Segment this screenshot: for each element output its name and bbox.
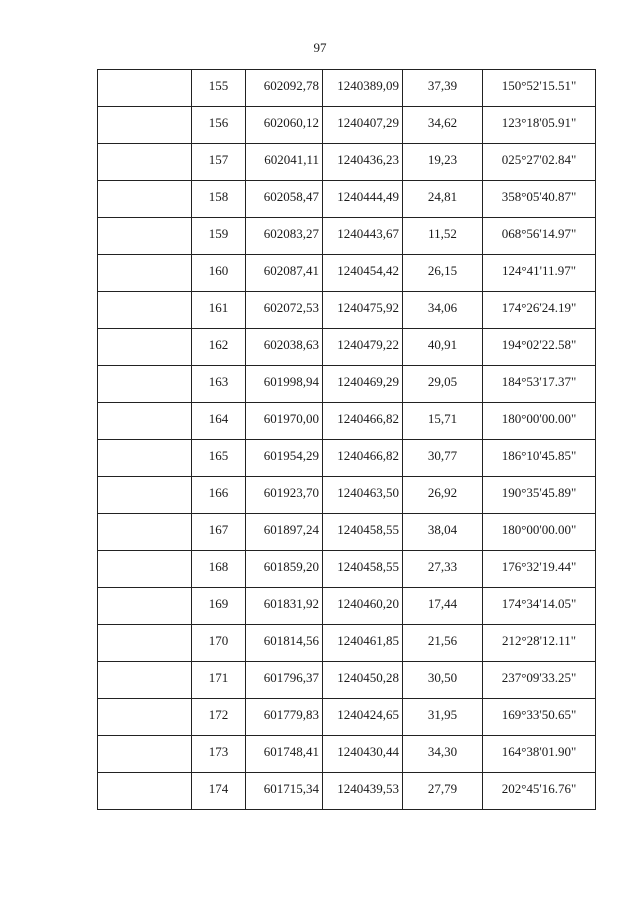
segment-length bbox=[403, 477, 483, 514]
table-row bbox=[98, 403, 596, 440]
coordinate-x-value: 602041,11 bbox=[264, 152, 319, 167]
coordinate-y bbox=[323, 588, 403, 625]
coordinate-x bbox=[246, 514, 323, 551]
coordinate-x-value: 601796,37 bbox=[263, 670, 319, 685]
point-number bbox=[192, 292, 246, 329]
coordinate-x-value: 602087,41 bbox=[263, 263, 319, 278]
point-number-value: 155 bbox=[208, 78, 229, 93]
blank-cell bbox=[98, 477, 192, 514]
segment-length bbox=[403, 403, 483, 440]
coordinate-x-value: 602092,78 bbox=[263, 78, 319, 93]
direction-angle bbox=[483, 588, 596, 625]
coordinate-x bbox=[246, 366, 323, 403]
coordinate-y-value: 1240460,20 bbox=[337, 596, 399, 611]
coordinate-y-value: 1240443,67 bbox=[337, 226, 399, 241]
segment-length bbox=[403, 699, 483, 736]
table-row bbox=[98, 255, 596, 292]
direction-angle bbox=[483, 255, 596, 292]
coordinate-y bbox=[323, 70, 403, 107]
table-row bbox=[98, 366, 596, 403]
point-number-value: 156 bbox=[208, 115, 229, 130]
table-row bbox=[98, 440, 596, 477]
coordinate-y bbox=[323, 218, 403, 255]
coordinate-y-value: 1240458,55 bbox=[337, 559, 399, 574]
direction-angle bbox=[483, 699, 596, 736]
point-number bbox=[192, 662, 246, 699]
blank-cell bbox=[98, 551, 192, 588]
coordinate-y bbox=[323, 292, 403, 329]
coordinate-y-value: 1240466,82 bbox=[337, 448, 399, 463]
blank-cell bbox=[98, 773, 192, 810]
point-number bbox=[192, 440, 246, 477]
point-number-value: 158 bbox=[208, 189, 229, 204]
segment-length bbox=[403, 255, 483, 292]
coordinate-y bbox=[323, 736, 403, 773]
table-row bbox=[98, 699, 596, 736]
coordinate-y bbox=[323, 514, 403, 551]
segment-length bbox=[403, 736, 483, 773]
coordinate-y-value: 1240475,92 bbox=[337, 300, 399, 315]
direction-angle-value: 212°28'12.11" bbox=[501, 633, 577, 648]
direction-angle bbox=[483, 625, 596, 662]
coordinate-y bbox=[323, 477, 403, 514]
coordinate-y-value: 1240444,49 bbox=[337, 189, 399, 204]
point-number-value: 165 bbox=[208, 448, 229, 463]
coordinate-y-value: 1240450,28 bbox=[337, 670, 399, 685]
point-number bbox=[192, 255, 246, 292]
segment-length-value: 21,56 bbox=[427, 633, 458, 648]
segment-length bbox=[403, 144, 483, 181]
segment-length-value: 30,50 bbox=[427, 670, 458, 685]
direction-angle-value: 174°26'24.19" bbox=[501, 300, 577, 315]
coordinate-y-value: 1240461,85 bbox=[337, 633, 399, 648]
coordinate-x bbox=[246, 107, 323, 144]
coordinate-y-value: 1240466,82 bbox=[337, 411, 399, 426]
coordinate-y-value: 1240463,50 bbox=[337, 485, 399, 500]
coordinate-x bbox=[246, 181, 323, 218]
table-row bbox=[98, 477, 596, 514]
coordinate-x-value: 601859,20 bbox=[263, 559, 319, 574]
segment-length bbox=[403, 551, 483, 588]
blank-cell bbox=[98, 366, 192, 403]
page-number: 97 bbox=[313, 40, 327, 55]
coordinate-y bbox=[323, 181, 403, 218]
point-number bbox=[192, 551, 246, 588]
table-row bbox=[98, 329, 596, 366]
segment-length-value: 34,30 bbox=[427, 744, 458, 759]
segment-length-value: 31,95 bbox=[427, 707, 458, 722]
segment-length bbox=[403, 181, 483, 218]
coordinate-x-value: 601831,92 bbox=[263, 596, 319, 611]
segment-length bbox=[403, 70, 483, 107]
point-number bbox=[192, 699, 246, 736]
segment-length bbox=[403, 440, 483, 477]
segment-length-value: 40,91 bbox=[427, 337, 458, 352]
point-number-value: 172 bbox=[208, 707, 229, 722]
coordinate-x bbox=[246, 255, 323, 292]
table-row bbox=[98, 292, 596, 329]
table-row bbox=[98, 662, 596, 699]
point-number-value: 168 bbox=[208, 559, 229, 574]
coordinate-x-value: 601779,83 bbox=[263, 707, 319, 722]
segment-length bbox=[403, 514, 483, 551]
segment-length-value: 27,79 bbox=[427, 781, 458, 796]
segment-length-value: 24,81 bbox=[427, 189, 458, 204]
coordinate-y bbox=[323, 366, 403, 403]
table-row bbox=[98, 736, 596, 773]
coordinate-y bbox=[323, 551, 403, 588]
coordinate-y-value: 1240469,29 bbox=[337, 374, 399, 389]
blank-cell bbox=[98, 329, 192, 366]
table-row bbox=[98, 218, 596, 255]
point-number-value: 162 bbox=[208, 337, 229, 352]
coordinate-x bbox=[246, 773, 323, 810]
point-number bbox=[192, 366, 246, 403]
point-number-value: 170 bbox=[208, 633, 229, 648]
point-number bbox=[192, 403, 246, 440]
segment-length bbox=[403, 218, 483, 255]
direction-angle-value: 184°53'17.37" bbox=[501, 374, 577, 389]
direction-angle bbox=[483, 70, 596, 107]
segment-length-value: 11,52 bbox=[428, 226, 457, 241]
coordinate-x bbox=[246, 736, 323, 773]
table-row bbox=[98, 625, 596, 662]
blank-cell bbox=[98, 144, 192, 181]
point-number-value: 173 bbox=[208, 744, 229, 759]
blank-cell bbox=[98, 107, 192, 144]
point-number bbox=[192, 625, 246, 662]
blank-cell bbox=[98, 440, 192, 477]
coordinate-y-value: 1240479,22 bbox=[337, 337, 399, 352]
coordinate-x bbox=[246, 588, 323, 625]
coordinate-y bbox=[323, 329, 403, 366]
coordinate-y bbox=[323, 699, 403, 736]
coordinate-x bbox=[246, 218, 323, 255]
direction-angle-value: 164°38'01.90" bbox=[501, 744, 577, 759]
coordinate-x-value: 601923,70 bbox=[263, 485, 319, 500]
point-number bbox=[192, 329, 246, 366]
coordinate-y bbox=[323, 403, 403, 440]
direction-angle bbox=[483, 144, 596, 181]
point-number bbox=[192, 773, 246, 810]
segment-length bbox=[403, 329, 483, 366]
coordinate-x bbox=[246, 699, 323, 736]
segment-length-value: 26,15 bbox=[427, 263, 458, 278]
coordinate-y-value: 1240407,29 bbox=[337, 115, 399, 130]
point-number-value: 167 bbox=[208, 522, 229, 537]
coordinate-x bbox=[246, 144, 323, 181]
coordinate-x-value: 601954,29 bbox=[263, 448, 319, 463]
direction-angle bbox=[483, 366, 596, 403]
coordinate-x bbox=[246, 70, 323, 107]
coordinate-x-value: 601998,94 bbox=[263, 374, 319, 389]
segment-length-value: 15,71 bbox=[427, 411, 458, 426]
blank-cell bbox=[98, 625, 192, 662]
coordinate-x bbox=[246, 662, 323, 699]
coordinate-x bbox=[246, 625, 323, 662]
coordinates-table bbox=[97, 69, 596, 810]
segment-length bbox=[403, 588, 483, 625]
coordinate-x-value: 602058,47 bbox=[263, 189, 319, 204]
table-row bbox=[98, 181, 596, 218]
direction-angle bbox=[483, 440, 596, 477]
point-number bbox=[192, 477, 246, 514]
coordinate-x-value: 602060,12 bbox=[263, 115, 319, 130]
blank-cell bbox=[98, 181, 192, 218]
table-row bbox=[98, 107, 596, 144]
coordinate-x bbox=[246, 292, 323, 329]
direction-angle-value: 025°27'02.84" bbox=[501, 152, 577, 167]
coordinates-table-body bbox=[98, 70, 596, 810]
direction-angle-value: 176°32'19.44" bbox=[501, 559, 577, 574]
coordinate-y bbox=[323, 440, 403, 477]
coordinate-x-value: 601814,56 bbox=[263, 633, 319, 648]
direction-angle bbox=[483, 551, 596, 588]
point-number bbox=[192, 181, 246, 218]
blank-cell bbox=[98, 255, 192, 292]
point-number bbox=[192, 218, 246, 255]
coordinate-x bbox=[246, 551, 323, 588]
blank-cell bbox=[98, 699, 192, 736]
point-number-value: 160 bbox=[208, 263, 229, 278]
point-number-value: 171 bbox=[208, 670, 229, 685]
direction-angle bbox=[483, 403, 596, 440]
coordinate-y bbox=[323, 773, 403, 810]
point-number bbox=[192, 107, 246, 144]
direction-angle-value: 358°05'40.87" bbox=[501, 189, 577, 204]
coordinate-x-value: 602038,63 bbox=[263, 337, 319, 352]
direction-angle bbox=[483, 292, 596, 329]
blank-cell bbox=[98, 292, 192, 329]
segment-length-value: 26,92 bbox=[427, 485, 458, 500]
table-row bbox=[98, 514, 596, 551]
coordinate-x-value: 602083,27 bbox=[263, 226, 319, 241]
direction-angle-value: 202°45'16.76" bbox=[501, 781, 577, 796]
segment-length-value: 37,39 bbox=[427, 78, 458, 93]
direction-angle-value: 180°00'00.00" bbox=[501, 522, 577, 537]
direction-angle-value: 169°33'50.65" bbox=[501, 707, 577, 722]
table-row bbox=[98, 773, 596, 810]
direction-angle bbox=[483, 773, 596, 810]
segment-length-value: 30,77 bbox=[427, 448, 458, 463]
coordinate-y bbox=[323, 662, 403, 699]
segment-length-value: 27,33 bbox=[427, 559, 458, 574]
coordinate-x-value: 601897,24 bbox=[263, 522, 319, 537]
point-number bbox=[192, 514, 246, 551]
coordinate-x-value: 601715,34 bbox=[263, 781, 319, 796]
coordinate-x bbox=[246, 477, 323, 514]
coordinate-y bbox=[323, 255, 403, 292]
segment-length-value: 17,44 bbox=[427, 596, 458, 611]
direction-angle bbox=[483, 218, 596, 255]
direction-angle bbox=[483, 329, 596, 366]
coordinate-x bbox=[246, 403, 323, 440]
coordinate-x bbox=[246, 329, 323, 366]
direction-angle bbox=[483, 514, 596, 551]
direction-angle-value: 174°34'14.05" bbox=[501, 596, 577, 611]
coordinate-y bbox=[323, 107, 403, 144]
direction-angle-value: 123°18'05.91" bbox=[501, 115, 577, 130]
point-number-value: 163 bbox=[208, 374, 229, 389]
point-number-value: 161 bbox=[208, 300, 229, 315]
direction-angle-value: 194°02'22.58" bbox=[501, 337, 577, 352]
segment-length-value: 29,05 bbox=[427, 374, 458, 389]
segment-length-value: 38,04 bbox=[427, 522, 458, 537]
point-number bbox=[192, 588, 246, 625]
table-row bbox=[98, 551, 596, 588]
direction-angle bbox=[483, 181, 596, 218]
blank-cell bbox=[98, 514, 192, 551]
segment-length-value: 19,23 bbox=[427, 152, 458, 167]
segment-length bbox=[403, 662, 483, 699]
blank-cell bbox=[98, 70, 192, 107]
blank-cell bbox=[98, 736, 192, 773]
point-number bbox=[192, 70, 246, 107]
direction-angle bbox=[483, 662, 596, 699]
direction-angle bbox=[483, 107, 596, 144]
direction-angle-value: 068°56'14.97" bbox=[501, 226, 577, 241]
direction-angle-value: 180°00'00.00" bbox=[501, 411, 577, 426]
direction-angle bbox=[483, 477, 596, 514]
direction-angle-value: 150°52'15.51" bbox=[501, 78, 577, 93]
point-number-value: 169 bbox=[208, 596, 229, 611]
coordinate-y-value: 1240454,42 bbox=[337, 263, 399, 278]
coordinate-y-value: 1240458,55 bbox=[337, 522, 399, 537]
segment-length-value: 34,06 bbox=[427, 300, 458, 315]
direction-angle-value: 186°10'45.85" bbox=[501, 448, 577, 463]
direction-angle-value: 190°35'45.89" bbox=[501, 485, 577, 500]
direction-angle bbox=[483, 736, 596, 773]
coordinate-x-value: 601970,00 bbox=[263, 411, 319, 426]
blank-cell bbox=[98, 662, 192, 699]
blank-cell bbox=[98, 403, 192, 440]
table-row bbox=[98, 144, 596, 181]
coordinate-x-value: 601748,41 bbox=[263, 744, 319, 759]
point-number-value: 166 bbox=[208, 485, 229, 500]
table-row bbox=[98, 70, 596, 107]
blank-cell bbox=[98, 588, 192, 625]
segment-length bbox=[403, 107, 483, 144]
point-number bbox=[192, 736, 246, 773]
coordinate-y bbox=[323, 625, 403, 662]
point-number-value: 159 bbox=[208, 226, 229, 241]
coordinate-y bbox=[323, 144, 403, 181]
point-number-value: 164 bbox=[208, 411, 229, 426]
segment-length bbox=[403, 292, 483, 329]
blank-cell bbox=[98, 218, 192, 255]
segment-length bbox=[403, 366, 483, 403]
coordinate-y-value: 1240424,65 bbox=[337, 707, 399, 722]
segment-length bbox=[403, 773, 483, 810]
direction-angle-value: 237°09'33.25" bbox=[501, 670, 577, 685]
coordinate-y-value: 1240389,09 bbox=[337, 78, 399, 93]
segment-length-value: 34,62 bbox=[427, 115, 458, 130]
segment-length bbox=[403, 625, 483, 662]
coordinate-y-value: 1240439,53 bbox=[337, 781, 399, 796]
coordinate-y-value: 1240430,44 bbox=[337, 744, 399, 759]
point-number bbox=[192, 144, 246, 181]
coordinate-x bbox=[246, 440, 323, 477]
direction-angle-value: 124°41'11.97" bbox=[501, 263, 577, 278]
table-row bbox=[98, 588, 596, 625]
coordinate-x-value: 602072,53 bbox=[263, 300, 319, 315]
point-number-value: 174 bbox=[208, 781, 229, 796]
point-number-value: 157 bbox=[208, 152, 229, 167]
coordinate-y-value: 1240436,23 bbox=[337, 152, 399, 167]
